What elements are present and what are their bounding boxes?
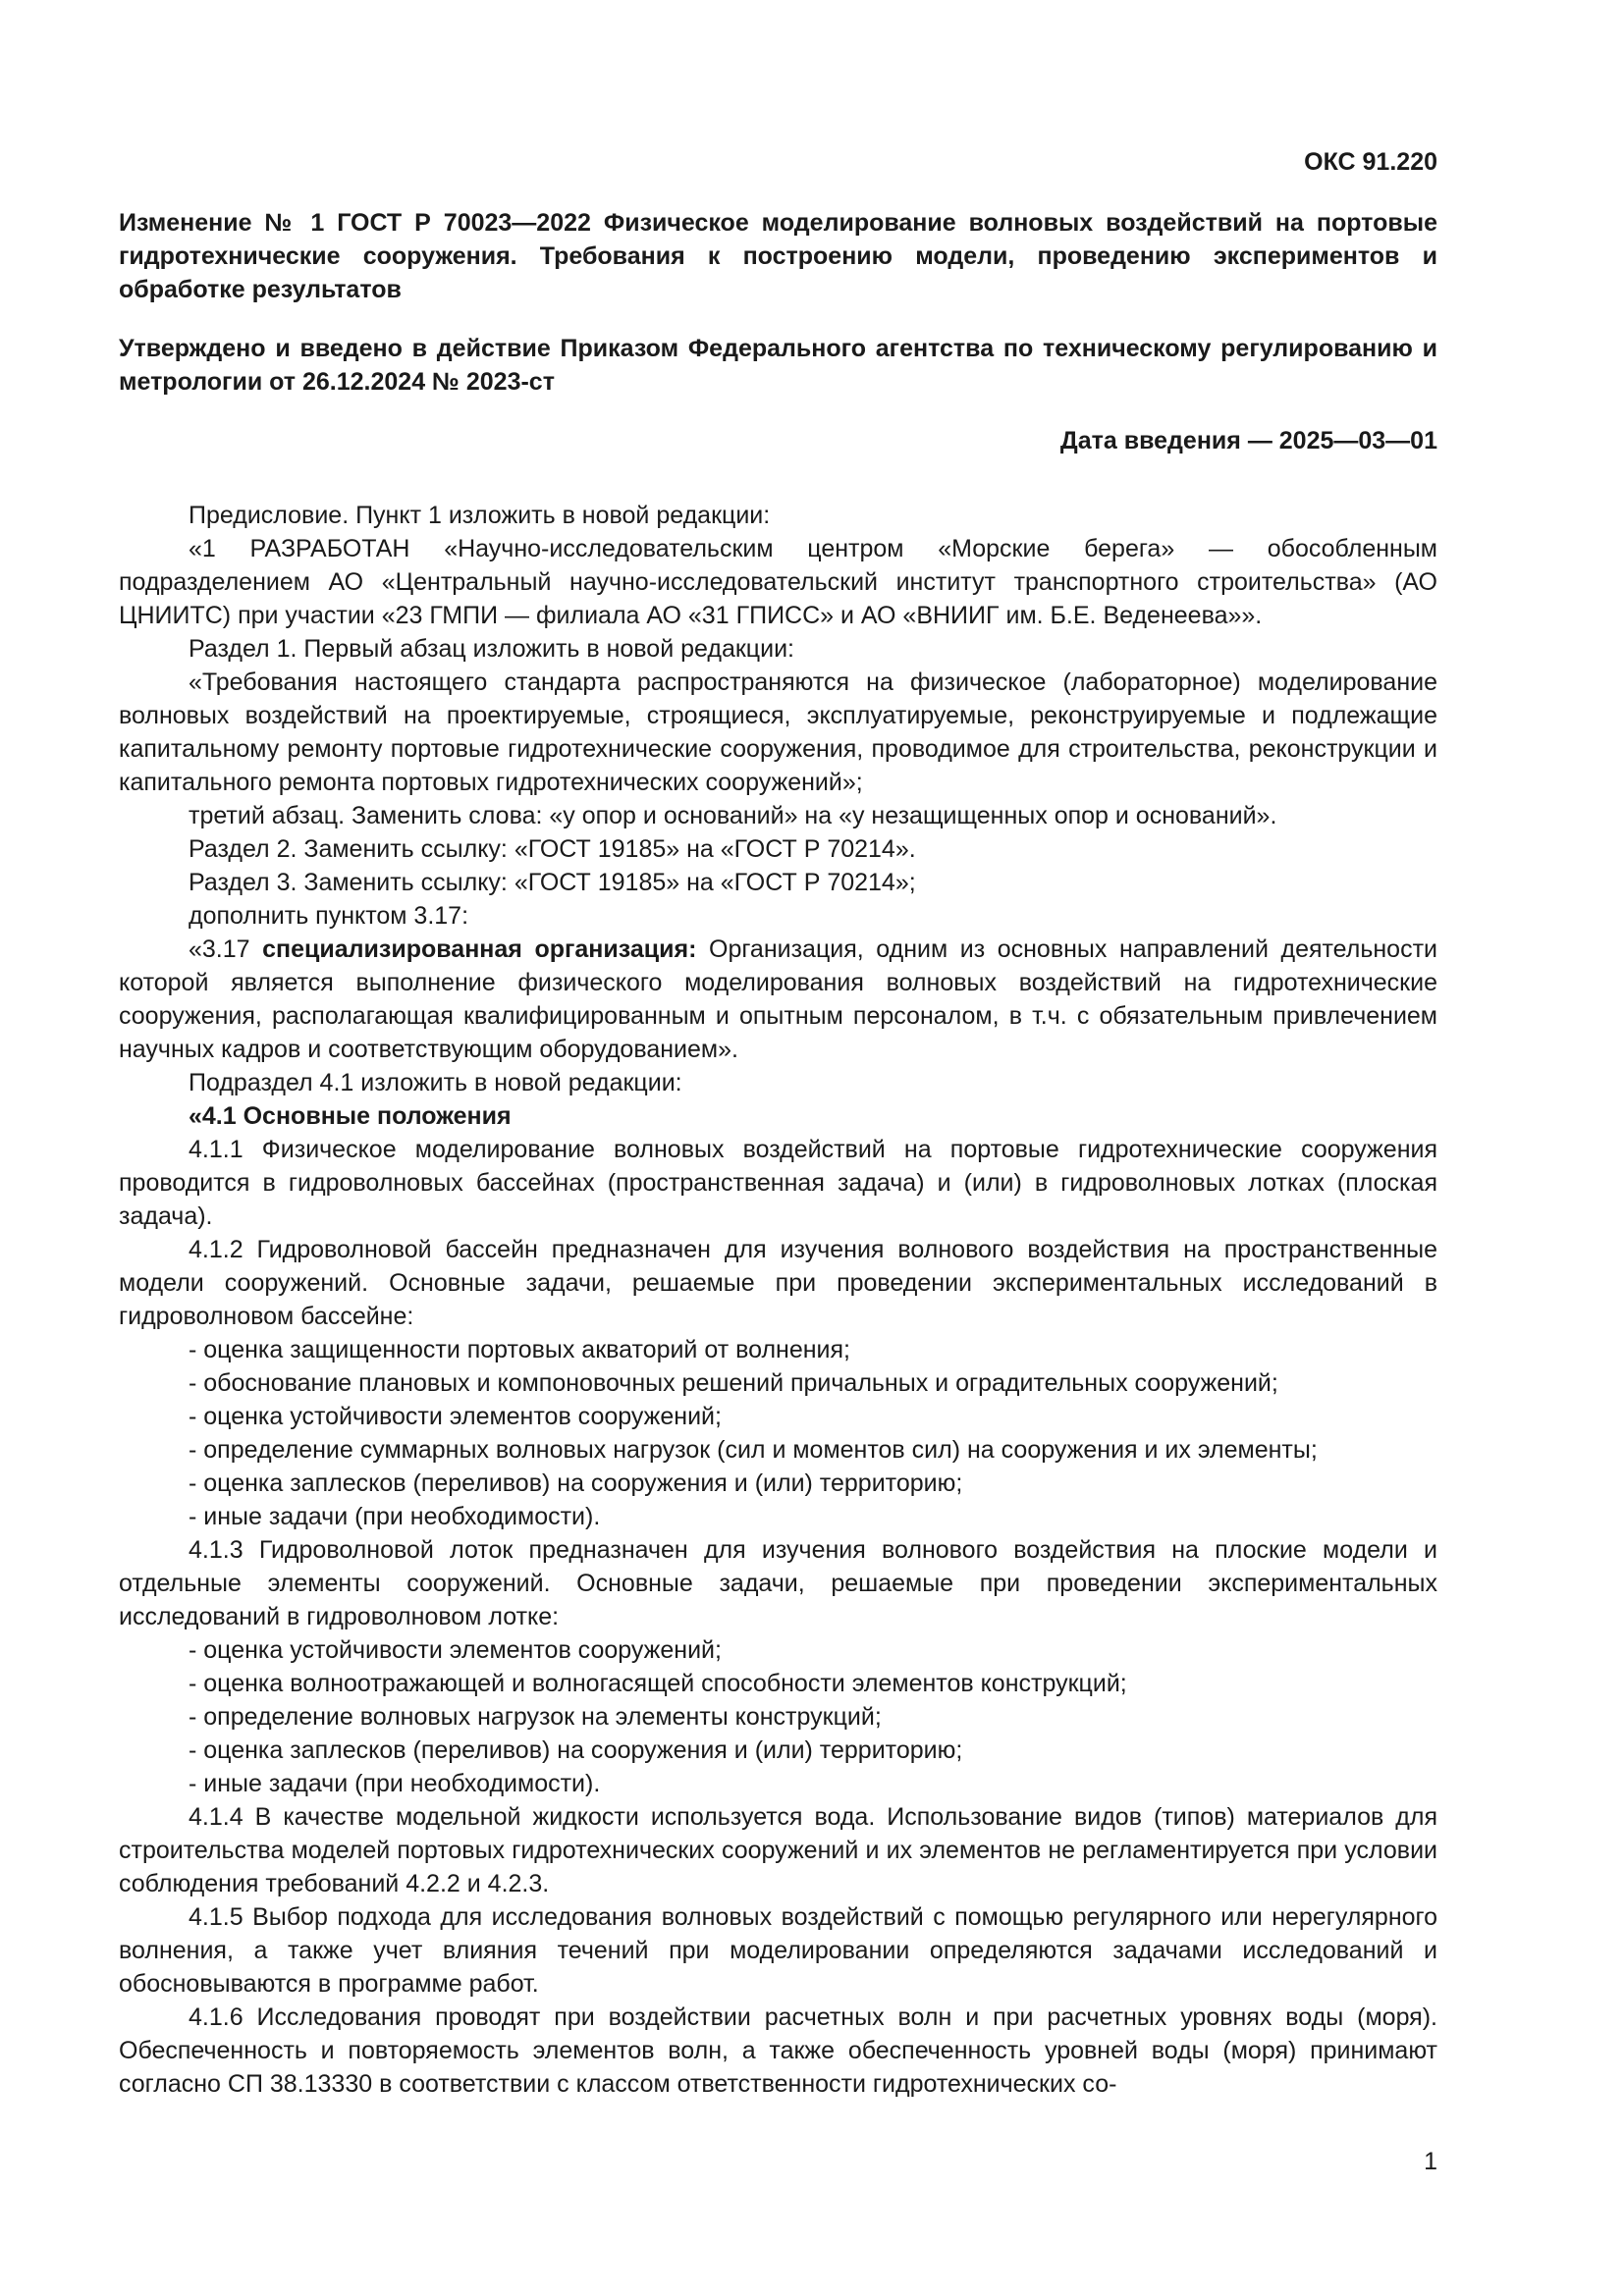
paragraph: Раздел 3. Заменить ссылку: «ГОСТ 19185» на «ГОСТ Р 70214»; bbox=[189, 869, 916, 896]
paragraph: 4.1.5 Выбор подхода для исследования волновых воздействий с помощью регулярного или нерегулярного волнения, а также учет влияния течений при моделировании определяются задачами исследований и обосновываются в программе работ. bbox=[119, 1903, 1437, 1998]
paragraph: дополнить пунктом 3.17: bbox=[189, 902, 469, 930]
paragraph: 4.1.4 В качестве модельной жидкости используется вода. Использование видов (типов) материалов для строительства моделей портовых гидротехнических сооружений и их элементов не регламентируется при условии соблюдения требований 4.2.2 и 4.2.3. bbox=[119, 1803, 1437, 1897]
document-title: Изменение № 1 ГОСТ Р 70023—2022 Физическое моделирование волновых воздействий на портовые гидротехнические сооружения. Требования к построению модели, проведению экспериментов и обработке результатов bbox=[119, 209, 1437, 303]
approval-statement: Утверждено и введено в действие Приказом Федерального агентства по техническому регулированию и метрологии от 26.12.2024 № 2023-ст bbox=[119, 335, 1437, 396]
section-heading: «4.1 Основные положения bbox=[189, 1102, 512, 1130]
definition-term: специализированная организация: bbox=[262, 935, 697, 963]
list-item: - оценка устойчивости элементов сооружений; bbox=[189, 1636, 722, 1664]
list-item: - оценка волноотражающей и волногасящей способности элементов конструкций; bbox=[189, 1670, 1127, 1697]
paragraph: Подраздел 4.1 изложить в новой редакции: bbox=[189, 1069, 682, 1096]
paragraph-definition bbox=[119, 933, 1437, 1066]
page-number: 1 bbox=[1424, 2148, 1437, 2175]
list-item: - определение волновых нагрузок на элементы конструкций; bbox=[189, 1703, 882, 1731]
paragraph: «1 РАЗРАБОТАН «Научно-исследовательским центром «Морские берега» — обособленным подразделением АО «Центральный научно-исследовательский институт транспортного строительства» (АО ЦНИИТС) при участии «23 ГМПИ — филиала АО «31 ГПИСС» и АО «ВНИИГ им. Б.Е. Веденеева»». bbox=[119, 535, 1437, 629]
paragraph: Предисловие. Пункт 1 изложить в новой редакции: bbox=[189, 502, 771, 529]
list-item: - оценка заплесков (переливов) на сооружения и (или) территорию; bbox=[189, 1736, 963, 1764]
list-item: - обоснование плановых и компоновочных решений причальных и оградительных сооружений; bbox=[189, 1369, 1278, 1397]
paragraph: 4.1.3 Гидроволновой лоток предназначен для изучения волнового воздействия на плоские модели и отдельные элементы сооружений. Основные задачи, решаемые при проведении экспериментальных исследований в гидроволновом лотке: bbox=[119, 1536, 1437, 1630]
definition-text: Организация, одним из основных направлений деятельности которой является выполнение физического моделирования волновых воздействий на гидротехнические сооружения, располагающая квалифицированным и опытным персоналом, в т.ч. с обязательным привлечением научных кадров и соответствующим оборудованием». bbox=[119, 935, 1437, 1063]
list-item: - иные задачи (при необходимости). bbox=[189, 1503, 601, 1530]
paragraph: 4.1.2 Гидроволновой бассейн предназначен для изучения волнового воздействия на пространственные модели сооружений. Основные задачи, решаемые при проведении экспериментальных исследований в гидроволновом бассейне: bbox=[119, 1236, 1437, 1330]
effective-date: Дата введения — 2025—03—01 bbox=[1059, 427, 1437, 454]
paragraph: Раздел 2. Заменить ссылку: «ГОСТ 19185» на «ГОСТ Р 70214». bbox=[189, 835, 916, 863]
oks-code: ОКС 91.220 bbox=[1304, 148, 1437, 176]
paragraph: третий абзац. Заменить слова: «у опор и оснований» на «у незащищенных опор и оснований». bbox=[189, 802, 1277, 829]
document-body bbox=[119, 499, 1437, 2101]
list-item: - оценка защищенности портовых акваторий от волнения; bbox=[189, 1336, 850, 1363]
paragraph: «Требования настоящего стандарта распространяются на физическое (лабораторное) моделирование волновых воздействий на проектируемые, строящиеся, эксплуатируемые, реконструируемые и подлежащие капитальному ремонту портовые гидротехнические сооружения, проводимое для строительства, реконструкции и капитального ремонта портовых гидротехнических сооружений»; bbox=[119, 668, 1437, 796]
document-page bbox=[119, 145, 1437, 2101]
list-item: - оценка устойчивости элементов сооружений; bbox=[189, 1403, 722, 1430]
paragraph: 4.1.6 Исследования проводят при воздействии расчетных волн и при расчетных уровнях воды (моря). Обеспеченность и повторяемость элементов волн, а также обеспеченность уровней воды (моря) принимают согласно СП 38.13330 в соответствии с классом ответственности гидротехнических со- bbox=[119, 2003, 1437, 2098]
paragraph: Раздел 1. Первый абзац изложить в новой редакции: bbox=[189, 635, 794, 663]
list-item: - оценка заплесков (переливов) на сооружения и (или) территорию; bbox=[189, 1469, 963, 1497]
list-item: - определение суммарных волновых нагрузок (сил и моментов сил) на сооружения и их элементы; bbox=[189, 1436, 1318, 1464]
definition-prefix: «3.17 bbox=[189, 935, 263, 963]
paragraph: 4.1.1 Физическое моделирование волновых воздействий на портовые гидротехнические сооружения проводится в гидроволновых бассейнах (пространственная задача) и (или) в гидроволновых лотках (плоская задача). bbox=[119, 1136, 1437, 1230]
list-item: - иные задачи (при необходимости). bbox=[189, 1770, 601, 1797]
